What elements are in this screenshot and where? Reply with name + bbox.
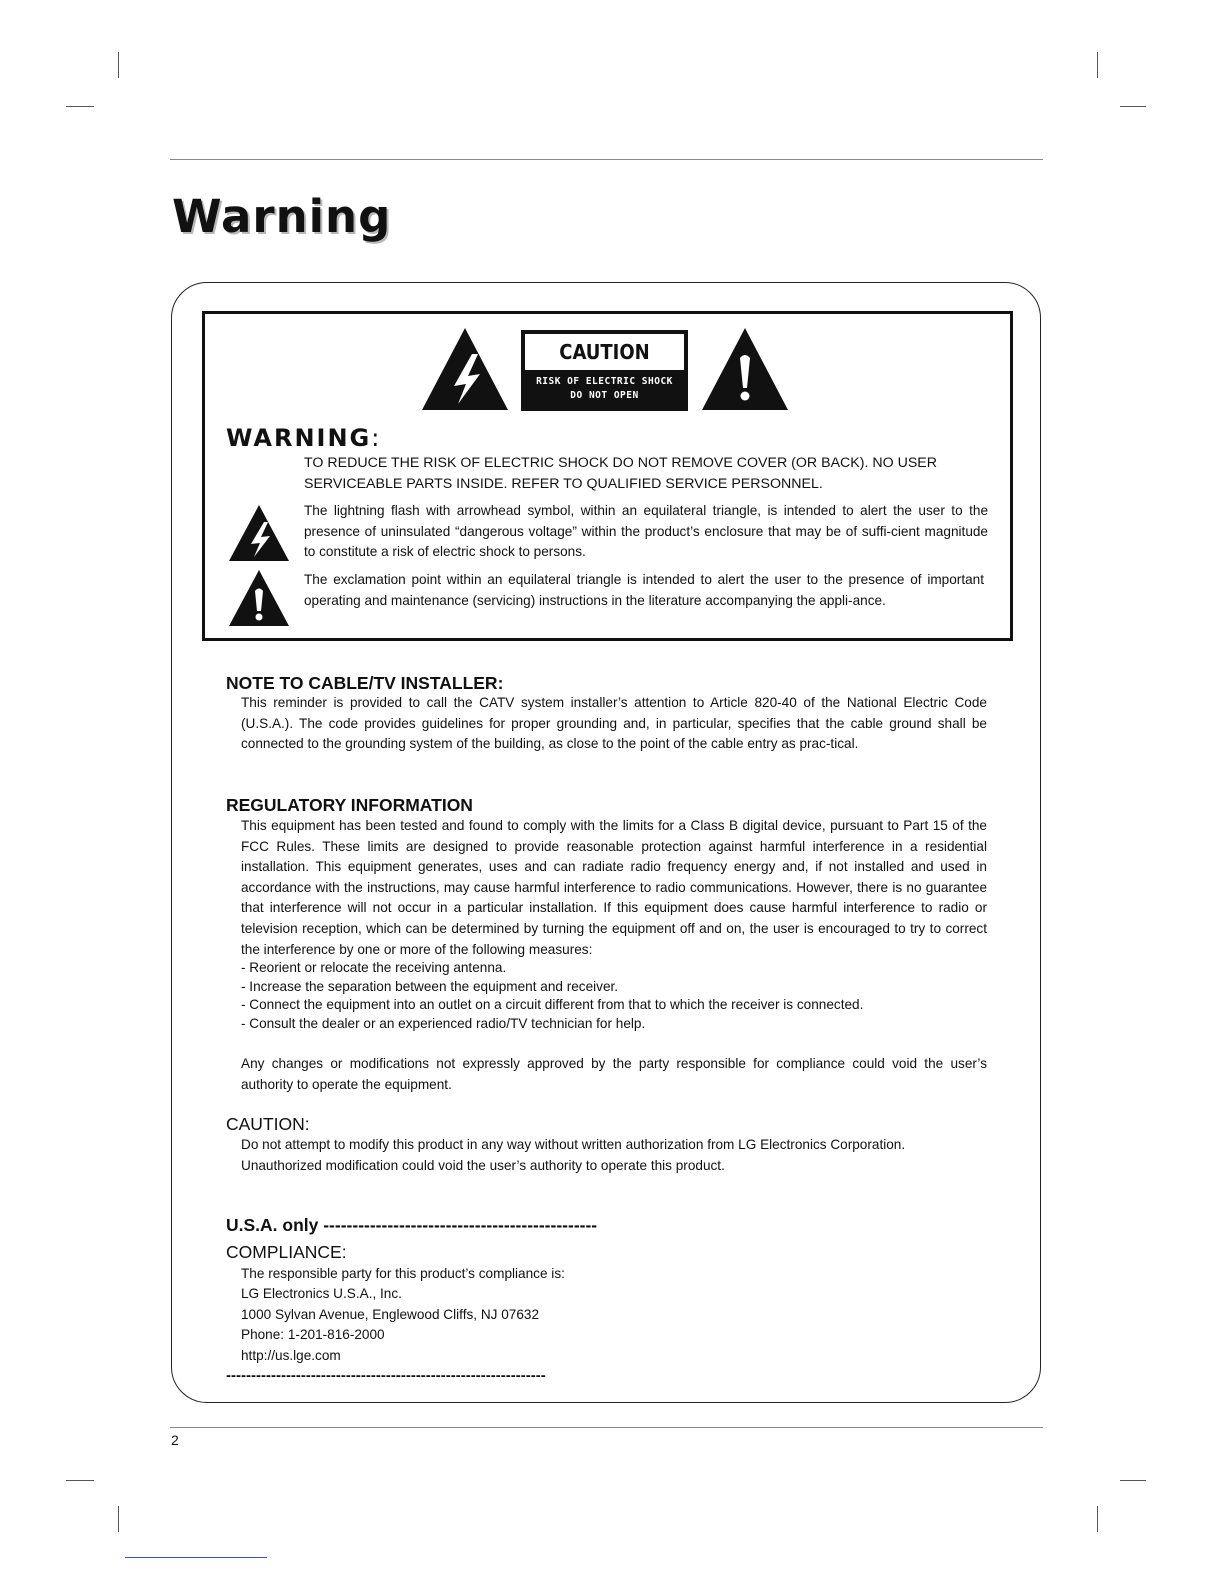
lightning-warning-icon-small bbox=[228, 504, 290, 562]
usa-only-heading: U.S.A. only ----------------------------------------------- bbox=[226, 1215, 598, 1235]
regulatory-heading: REGULATORY INFORMATION bbox=[226, 795, 473, 815]
installer-note-text: This reminder is provided to call the CATV system installer’s attention to Article 820-40 of the National Electric Code (U.S.A.). The code provides guidelines for proper grounding and, in particular, specifies that the cable ground shall be connected to the grounding system of the building, as close to the point of the cable entry as prac-tical. bbox=[241, 695, 987, 752]
measure-item: - Consult the dealer or an experienced radio/TV technician for help. bbox=[241, 1016, 646, 1031]
crop-mark bbox=[1120, 106, 1146, 107]
closing-dash-rule: ---------------------------------------------------------------- bbox=[226, 1367, 546, 1384]
top-rule bbox=[170, 159, 1043, 160]
caution-heading: CAUTION: bbox=[226, 1114, 310, 1134]
warning-main-text: TO REDUCE THE RISK OF ELECTRIC SHOCK DO NOT REMOVE COVER (OR BACK). NO USER SERVICEABLE PARTS INSIDE. REFER TO QUALIFIED SERVICE PERSONNEL. bbox=[304, 455, 938, 492]
compliance-line: Phone: 1-201-816-2000 bbox=[241, 1327, 385, 1342]
exclamation-symbol-text: The exclamation point within an equilateral triangle is intended to alert the user to the presence of important operating and maintenance (servicing) instructions in the literature accompanying the appli-ance. bbox=[304, 572, 984, 608]
lightning-warning-icon bbox=[420, 326, 510, 412]
lightning-symbol-text: The lightning flash with arrowhead symbol, within an equilateral triangle, is intended to alert the user to the presence of uninsulated “dangerous voltage” within the product’s enclosure that may be of suffi-cient magnitude to constitute a risk of electric shock to persons. bbox=[304, 503, 988, 560]
caution-label-line2: DO NOT OPEN bbox=[570, 390, 639, 401]
crop-mark bbox=[1097, 1506, 1098, 1532]
warning-heading-colon: : bbox=[371, 424, 382, 452]
caution-label-heading: CAUTION bbox=[525, 334, 684, 370]
measure-item: - Increase the separation between the equipment and receiver. bbox=[241, 979, 619, 994]
crop-mark bbox=[66, 106, 94, 107]
caution-label-line1: RISK OF ELECTRIC SHOCK bbox=[536, 376, 673, 387]
bottom-rule bbox=[170, 1427, 1043, 1428]
warning-heading bbox=[226, 424, 381, 452]
caution-line: Do not attempt to modify this product in any way without written authorization from LG Electronics Corporation. bbox=[241, 1137, 906, 1152]
compliance-heading: COMPLIANCE: bbox=[226, 1242, 347, 1262]
crop-mark bbox=[66, 1480, 94, 1481]
crop-mark bbox=[1120, 1480, 1146, 1481]
compliance-url: http://us.lge.com bbox=[241, 1348, 341, 1363]
compliance-line: The responsible party for this product’s compliance is: bbox=[241, 1266, 565, 1281]
crop-mark bbox=[118, 1506, 119, 1532]
crop-mark bbox=[118, 52, 119, 78]
exclamation-warning-icon bbox=[700, 326, 790, 412]
measure-item: - Connect the equipment into an outlet on a circuit different from that to which the receiver is connected. bbox=[241, 997, 864, 1012]
caution-line: Unauthorized modification could void the user’s authority to operate this product. bbox=[241, 1158, 725, 1173]
changes-text: Any changes or modifications not expressly approved by the party responsible for compliance could void the user’s authority to operate the equipment. bbox=[241, 1056, 987, 1092]
caution-label bbox=[521, 330, 688, 411]
compliance-line: LG Electronics U.S.A., Inc. bbox=[241, 1286, 402, 1301]
warning-heading-text: WARNING bbox=[226, 424, 372, 452]
measure-item: - Reorient or relocate the receiving antenna. bbox=[241, 960, 507, 975]
exclamation-warning-icon-small bbox=[228, 569, 290, 627]
bottom-link-underline bbox=[125, 1557, 267, 1558]
page-title: Warning bbox=[172, 190, 392, 243]
compliance-line: 1000 Sylvan Avenue, Englewood Cliffs, NJ 07632 bbox=[241, 1307, 540, 1322]
crop-mark bbox=[1097, 52, 1098, 78]
installer-note-heading: NOTE TO CABLE/TV INSTALLER: bbox=[226, 673, 504, 693]
regulatory-text: This equipment has been tested and found to comply with the limits for a Class B digital device, pursuant to Part 15 of the FCC Rules. These limits are designed to provide reasonable protection against harmful interference in a residential installation. This equipment generates, uses and can radiate radio frequency energy and, if not installed and used in accordance with the instructions, may cause harmful interference to radio communications. However, there is no guarantee that interference will not occur in a particular installation. If this equipment does cause harmful interference to radio or television reception, which can be determined by turning the equipment off and on, the user is encouraged to try to correct the interference by one or more of the following measures: bbox=[241, 818, 987, 957]
page-number: 2 bbox=[171, 1432, 179, 1448]
